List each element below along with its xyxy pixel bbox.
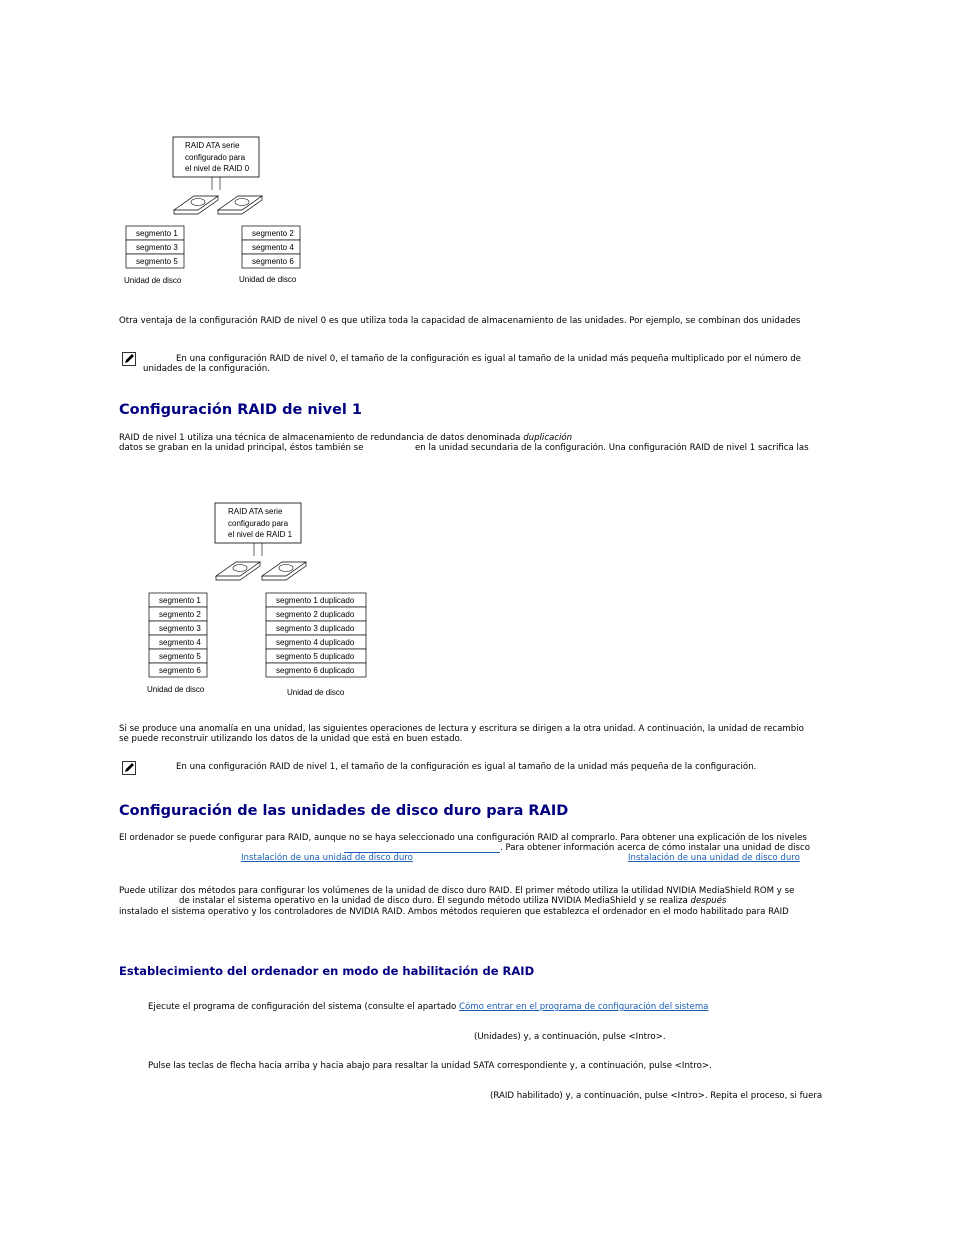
segment-cell: segmento 6 [252, 257, 294, 266]
segment-cell: segmento 5 [159, 652, 201, 661]
segment-cell: segmento 4 [159, 638, 201, 647]
step-3: Pulse las teclas de flecha hacia arriba y hacia abajo para resaltar la unidad SATA correspondiente y, a continuación, pulse <Intro>. [148, 1061, 712, 1071]
segment-cell: segmento 3 [159, 624, 201, 633]
note-pencil-icon [122, 352, 136, 366]
note-pencil-icon [122, 761, 136, 775]
segment-cell: segmento 2 duplicado [276, 610, 355, 619]
raid-config-box [215, 503, 301, 543]
step-4: (RAID habilitado) y, a continuación, pulse <Intro>. Repita el proceso, si fuera [490, 1091, 823, 1101]
paragraph-methods-line3: instalado el sistema operativo y los controladores de NVIDIA RAID. Ambos métodos requieren que establezca el ordenador en el modo habilitado para RAID [119, 907, 789, 917]
right-segment-table [242, 226, 300, 268]
note-text: unidades de la configuración. [143, 364, 270, 374]
link-install-disk-1[interactable]: Instalación de una unidad de disco duro [241, 853, 413, 863]
paragraph-configuring: El ordenador se puede configurar para RAID, aunque no se haya seleccionado una configuración RAID al comprarlo. Para obtener una explicación de los niveles [119, 833, 807, 843]
segment-cell: segmento 5 [136, 257, 178, 266]
hard-disk-icon [218, 196, 262, 214]
segment-cell: segmento 4 [252, 243, 294, 252]
segment-cell: segmento 3 [136, 243, 178, 252]
segment-cell: segmento 6 [159, 666, 201, 675]
emphasis: después [690, 896, 727, 906]
segment-cell: segmento 3 duplicado [276, 624, 355, 633]
disk-label: Unidad de disco [124, 276, 182, 285]
hard-disk-icon [262, 562, 306, 580]
heading-configuring-disks: Configuración de las unidades de disco duro para RAID [119, 803, 569, 819]
disk-label: Unidad de disco [239, 275, 297, 284]
box-line-2: configurado para [185, 153, 246, 162]
left-segment-table [126, 226, 184, 268]
paragraph-methods-line2: de instalar el sistema operativo en la unidad de disco duro. El segundo método utiliza NVIDIA MediaShield y se realiza después [179, 896, 727, 906]
paragraph-anomaly: Si se produce una anomalía en una unidad, las siguientes operaciones de lectura y escritura se dirigen a la otra unidad. A continuación, la unidad de recambio [119, 724, 804, 734]
hard-disk-icon [216, 562, 260, 580]
heading-raid1: Configuración RAID de nivel 1 [119, 402, 363, 418]
raid1-diagram [140, 496, 380, 701]
segment-cell: segmento 2 [252, 229, 294, 238]
segment-cell: segmento 4 duplicado [276, 638, 355, 647]
segment-cell: segmento 5 duplicado [276, 652, 355, 661]
paragraph-raid1: RAID de nivel 1 utiliza una técnica de almacenamiento de redundancia de datos denominada duplicación [119, 433, 573, 443]
paragraph-raid1-line2b: en la unidad secundaria de la configuración. Una configuración RAID de nivel 1 sacrifica las [415, 443, 809, 453]
paragraph-methods: Puede utilizar dos métodos para configurar los volúmenes de la unidad de disco duro RAID. El primer método utiliza la utilidad NVIDIA MediaShield ROM y se [119, 886, 795, 896]
right-segment-table [266, 593, 366, 677]
box-line-3: el nivel de RAID 0 [185, 164, 250, 173]
left-segment-table [149, 593, 207, 677]
box-line-2: configurado para [228, 519, 289, 528]
box-line-3: el nivel de RAID 1 [228, 530, 293, 539]
step-2: (Unidades) y, a continuación, pulse <Intro>. [474, 1032, 666, 1042]
segment-cell: segmento 6 duplicado [276, 666, 355, 675]
segment-cell: segmento 1 [159, 596, 201, 605]
hard-disk-icon [174, 196, 218, 214]
disk-label: Unidad de disco [287, 688, 345, 697]
paragraph-raid0-advantage: Otra ventaja de la configuración RAID de nivel 0 es que utiliza toda la capacidad de almacenamiento de las unidades. Por ejemplo, se combinan dos unidades [119, 316, 801, 326]
link-install-disk-2[interactable]: Instalación de una unidad de disco duro [628, 853, 800, 863]
box-line-1: RAID ATA serie [228, 507, 283, 516]
step-1: Ejecute el programa de configuración del sistema (consulte el apartado Cómo entrar en el programa de configuración del sistema [148, 1002, 709, 1012]
paragraph-anomaly-line2: se puede reconstruir utilizando los datos de la unidad que está en buen estado. [119, 734, 463, 744]
note-text: En una configuración RAID de nivel 1, el tamaño de la configuración es igual al tamaño de la unidad más pequeña de la configuración. [176, 762, 757, 772]
disk-label: Unidad de disco [147, 685, 205, 694]
emphasis: duplicación [523, 433, 573, 443]
paragraph-raid1-line2: datos se graban en la unidad principal, éstos también se [119, 443, 364, 453]
segment-cell: segmento 1 [136, 229, 178, 238]
segment-cell: segmento 2 [159, 610, 201, 619]
box-line-1: RAID ATA serie [185, 141, 240, 150]
raid-config-box [173, 137, 259, 177]
raid0-diagram [118, 130, 318, 295]
link-enter-setup[interactable]: Cómo entrar en el programa de configuración del sistema [459, 1002, 709, 1012]
note-text: En una configuración RAID de nivel 0, el tamaño de la configuración es igual al tamaño de la unidad más pequeña multiplicado por el número de [176, 354, 801, 364]
segment-cell: segmento 1 duplicado [276, 596, 355, 605]
heading-raid-mode: Establecimiento del ordenador en modo de habilitación de RAID [119, 964, 535, 978]
paragraph-configuring-line2: . Para obtener información acerca de cómo instalar una unidad de disco [500, 843, 810, 853]
